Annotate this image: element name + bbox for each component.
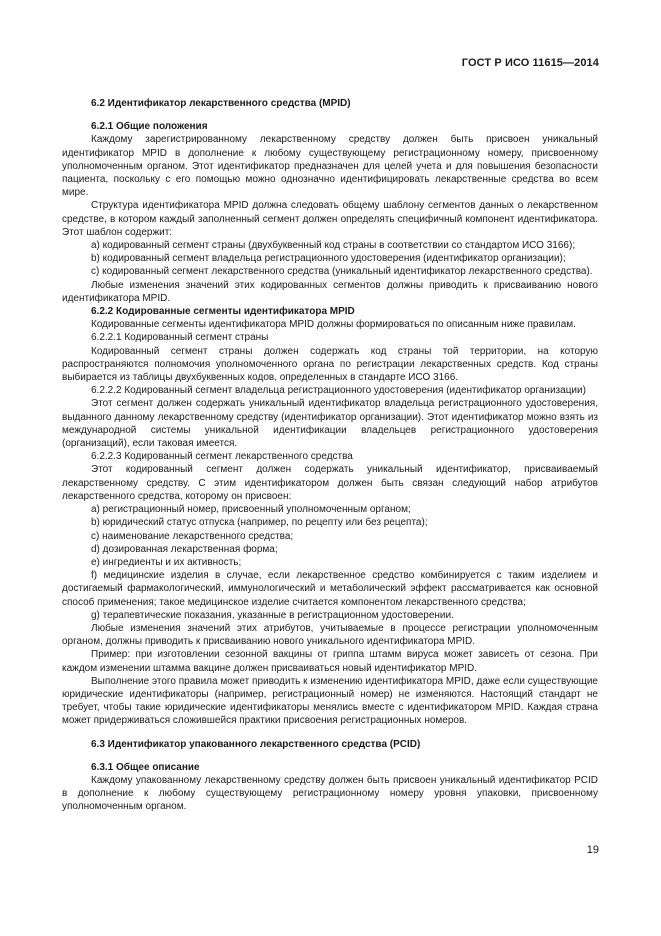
page-number: 19	[586, 844, 599, 856]
list-item: d) дозированная лекарственная форма;	[91, 543, 278, 555]
list-item: a) кодированный сегмент страны (двухбуквенный код страны в соответствии со стандартом ИСО 3166);	[91, 240, 576, 252]
list-item: b) юридический статус отпуска (например, по рецепту или без рецепта);	[91, 517, 428, 529]
document-body	[62, 91, 598, 814]
section-6-3-heading: 6.3 Идентификатор упакованного лекарственного средства (PCID)	[91, 738, 421, 750]
section-6-2-1-heading: 6.2.1 Общие положения	[91, 121, 208, 133]
paragraph: Каждому упакованному лекарственному средству должен быть присвоен уникальный идентификатор PCID в дополнение к любому существующему регистрационному номеру уровня упаковки, присвоенному уполномоченным органом.	[62, 774, 598, 813]
subsection-6-2-2-3-heading: 6.2.2.3 Кодированный сегмент лекарственного средства	[91, 451, 353, 463]
list-item: g) терапевтические показания, указанные в регистрационном удостоверении.	[91, 609, 454, 621]
example-paragraph: Пример: при изготовлении сезонной вакцины от гриппа штамм вируса может зависеть от сезона. При каждом изменении штамма вакцине должен присваиваться новый идентификатор MPID.	[62, 649, 598, 674]
paragraph: Любые изменения значений этих атрибутов, учитываемые в процессе регистрации уполномоченным органом, должны приводить к присваиванию нового уникального идентификатора MPID.	[62, 622, 598, 648]
paragraph: Выполнение этого правила может приводить к изменению идентификатора MPID, даже если существующие юридические идентификаторы (например, регистрационный номер) не изменяются. Настоящий стандарт не требует, чтобы такие юридические идентификаторы менялись вместе с идентификатором MPID. Каждая страна может придерживаться сложившейся практики присвоения регистрационных номеров.	[62, 675, 598, 727]
section-6-3-1-heading: 6.3.1 Общее описание	[91, 761, 200, 773]
subsection-6-2-2-1-heading: 6.2.2.1 Кодированный сегмент страны	[91, 332, 269, 344]
section-6-2-2-heading: 6.2.2 Кодированные сегменты идентификатора MPID	[91, 306, 355, 318]
list-item: c) наименование лекарственного средства;	[91, 530, 294, 542]
document-code-header: ГОСТ Р ИСО 11615—2014	[461, 57, 599, 69]
paragraph: Каждому зарегистрированному лекарственному средству должен быть присвоен уникальный идентификатор MPID в дополнение к любому существующему регистрационному номеру, присвоенному уполномоченным органом. Этот идентификатор предназначен для целей учета и для повышения безопасности пациента, поскольку с его помощью можно однозначно идентифицировать лекарственные средства во всем мире.	[62, 134, 598, 199]
paragraph: Этот сегмент должен содержать уникальный идентификатор владельца регистрационного удостоверения, выданного данному лекарственному средству (идентификатор организации). Этот идентификатор можно взять из международной системы уникальной идентификации владельцев регистрационного удостоверения (организаций), если таковая имеется.	[62, 398, 598, 450]
paragraph: Структура идентификатора MPID должна следовать общему шаблону сегментов данных о лекарственном средстве, в котором каждый заполненный сегмент должен определять специфичный компонент идентификатора. Этот шаблон содержит:	[62, 200, 598, 238]
list-item: f) медицинские изделия в случае, если лекарственное средство комбинируется с таким изделием и достигаемый фармакологический, иммунологический и метаболический эффект рассматривается как основной способ применения; такое медицинское изделие считается компонентом лекарственного средства;	[62, 570, 598, 608]
paragraph: Кодированные сегменты идентификатора MPID должны формироваться по описанным ниже правилам.	[91, 319, 576, 331]
paragraph: Кодированный сегмент страны должен содержать код страны той территории, на которую распространяются полномочия уполномоченного органа по регистрации лекарственных средств. Код страны выбирается из таблицы двухбуквенных кодов, определенных в стандарте ИСО 3166.	[62, 345, 598, 384]
subsection-6-2-2-2-heading: 6.2.2.2 Кодированный сегмент владельца регистрационного удостоверения (идентификатор организации)	[91, 385, 586, 397]
list-item: e) ингредиенты и их активность;	[91, 556, 242, 568]
paragraph: Любые изменения значений этих кодированных сегментов должны приводить к присваиванию нового идентификатора MPID.	[62, 279, 598, 304]
list-item: c) кодированный сегмент лекарственного средства (уникальный идентификатор лекарственного средства).	[91, 266, 593, 278]
section-6-2-heading: 6.2 Идентификатор лекарственного средства (MPID)	[91, 98, 351, 109]
list-item: a) регистрационный номер, присвоенный уполномоченным органом;	[91, 504, 411, 516]
list-item: b) кодированный сегмент владельца регистрационного удостоверения (идентификатор организации);	[91, 253, 566, 265]
paragraph: Этот кодированный сегмент должен содержать уникальный идентификатор, присваиваемый лекарственному средству. С этим идентификатором должен быть связан следующий набор атрибутов лекарственного средства, которому он присвоен:	[62, 464, 598, 502]
